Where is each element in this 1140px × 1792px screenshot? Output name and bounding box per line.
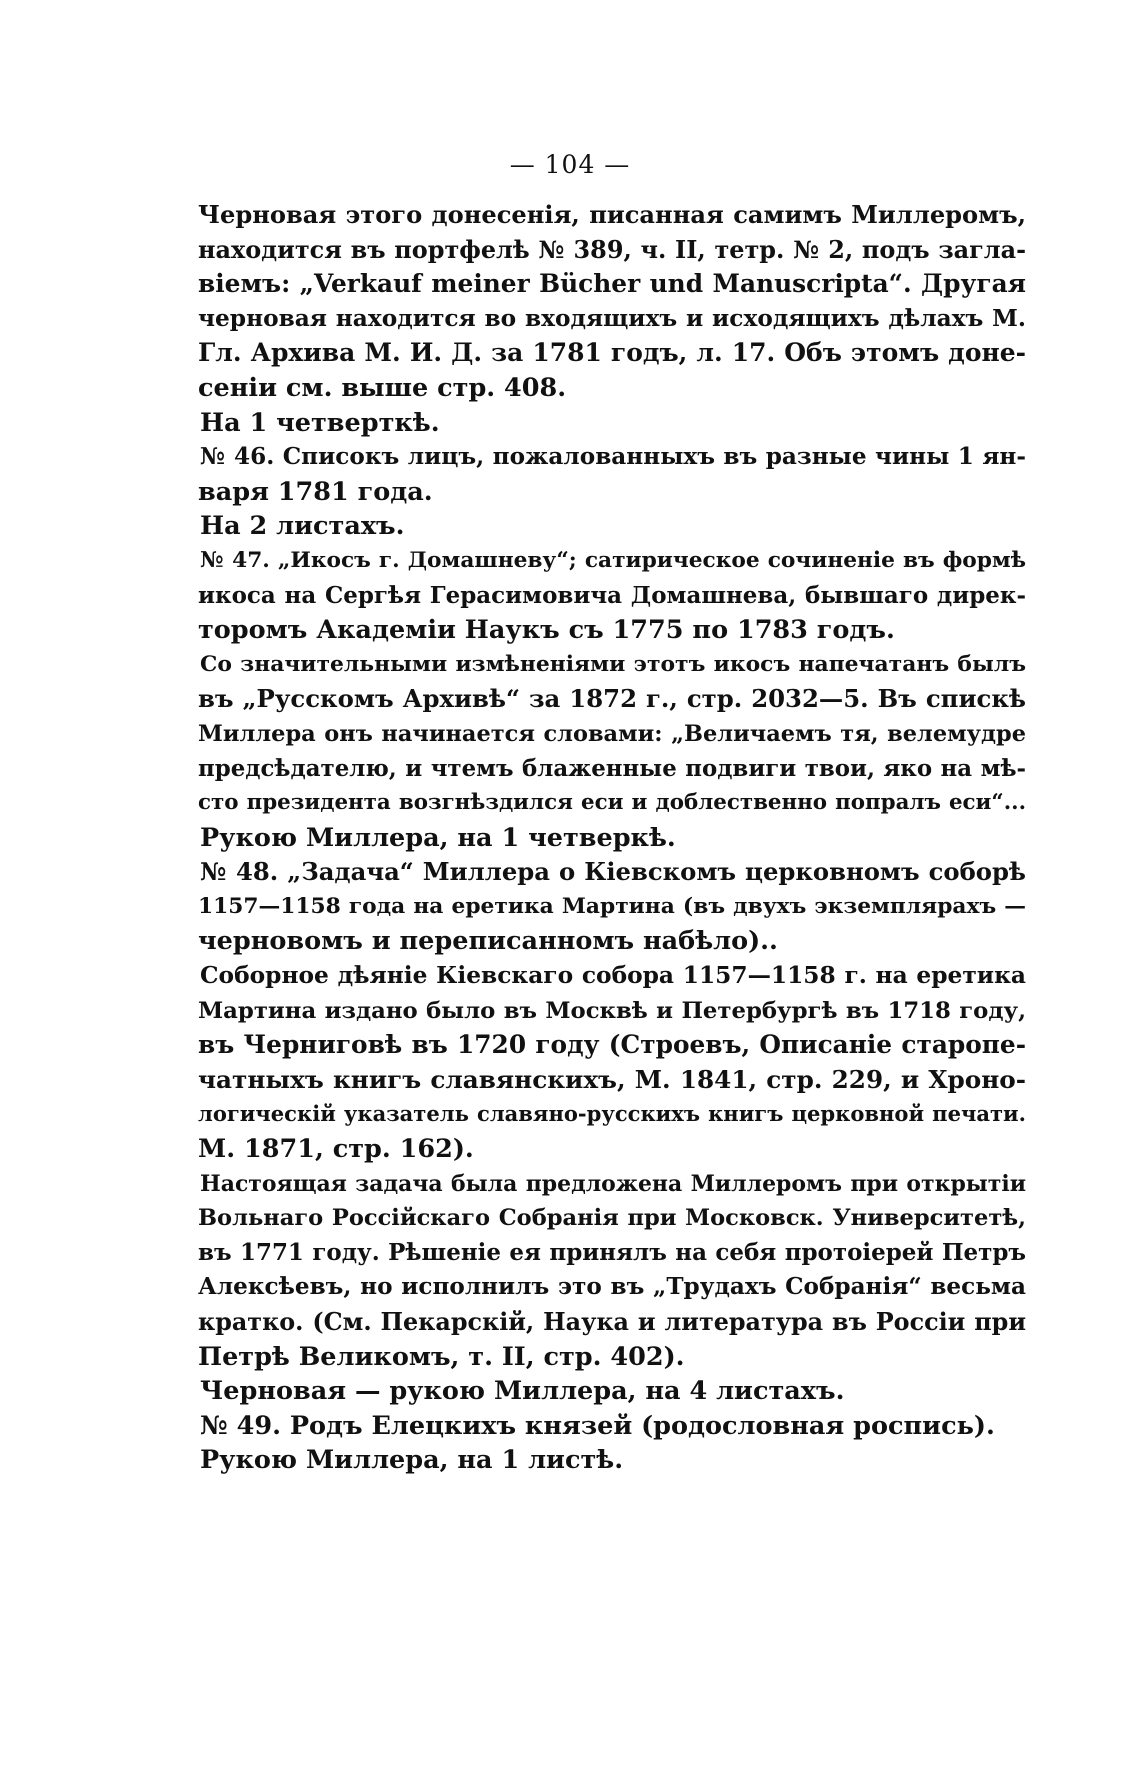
text-line: логическій указатель славяно-русскихъ книгъ церковной печати. [198,1101,1026,1127]
text-line: № 46. Списокъ лицъ, пожалованныхъ въ разные чины 1 ян- [200,443,1026,471]
text-line: № 48. „Задача“ Миллера о Кіевскомъ церковномъ соборѣ [200,857,1026,887]
text-line: торомъ Академіи Наукъ съ 1775 по 1783 годъ. [198,615,895,646]
text-line: Рукою Миллера, на 1 листѣ. [200,1445,624,1476]
text-line: предсѣдателю, и чтемъ блаженные подвиги твои, яко на мѣ- [198,755,1026,782]
text-line: Миллера онъ начинается словами: „Величаемъ тя, велемудре [198,720,1026,747]
text-line: Гл. Архива М. И. Д. за 1781 годъ, л. 17. Объ этомъ доне- [198,338,1026,368]
text-line: въ 1771 году. Рѣшеніе ея принялъ на себя протоіерей Петръ [198,1238,1026,1266]
text-line: Алексѣевъ, но исполнилъ это въ „Трудахъ Собранія“ весьма [198,1273,1026,1301]
text-line: черновомъ и переписанномъ набѣло).. [198,926,778,957]
page-number: — 104 — [509,150,631,179]
text-line: сеніи см. выше стр. 408. [198,372,567,403]
text-line: кратко. (См. Пекарскій, Наука и литература въ Россіи при [198,1308,1026,1336]
text-line: Рукою Миллера, на 1 четверкѣ. [200,822,676,853]
page-body-text [198,198,1026,1478]
text-line: Петрѣ Великомъ, т. II, стр. 402). [198,1341,685,1372]
text-line: Черновая этого донесенія, писанная самимъ Миллеромъ, [198,200,1026,229]
text-line: Черновая — рукою Миллера, на 4 листахъ. [200,1376,845,1407]
text-line: № 49. Родъ Елецкихъ князей (родословная роспись). [200,1410,995,1441]
text-line: сто президента возгнѣздился еси и доблественно попралъ еси“... [198,790,1026,816]
text-line: икоса на Сергѣя Герасимовича Домашнева, бывшаго дирек- [198,581,1026,609]
text-line: Вольнаго Россійскаго Собранія при Московск. Университетѣ, [198,1205,1026,1232]
text-line: Мартина издано было въ Москвѣ и Петербургѣ въ 1718 году, [198,997,1026,1024]
text-line: 1157—1158 года на еретика Мартина (въ двухъ экземплярахъ — [198,893,1026,919]
text-line: варя 1781 года. [198,476,433,507]
text-line: черновая находится во входящихъ и исходящихъ дѣлахъ М. [198,304,1026,332]
text-line: № 47. „Икосъ г. Домашневу“; сатирическое сочиненіе въ формѣ [200,547,1026,573]
text-line: въ Черниговѣ въ 1720 году (Строевъ, Описаніе старопе- [198,1030,1026,1060]
text-line: находится въ портфелѣ № 389, ч. II, тетр. № 2, подъ загла- [198,235,1026,264]
text-line: Соборное дѣяніе Кіевскаго собора 1157—1158 г. на еретика [200,962,1026,990]
text-line: чатныхъ книгъ славянскихъ, М. 1841, стр. 229, и Хроно- [198,1064,1026,1094]
text-line: М. 1871, стр. 162). [198,1134,474,1165]
text-line: Настоящая задача была предложена Миллеромъ при открытіи [200,1170,1026,1197]
text-line: віемъ: „Verkauf meiner Bücher und Manuscripta“. Другая [198,269,1026,299]
text-line: На 1 четверткѣ. [200,407,440,438]
text-line: Со значительными измѣненіями этотъ икосъ напечатанъ былъ [200,651,1026,677]
text-line: На 2 листахъ. [200,511,405,542]
text-line: въ „Русскомъ Архивѣ“ за 1872 г., стр. 2032—5. Въ спискѣ [198,684,1026,714]
